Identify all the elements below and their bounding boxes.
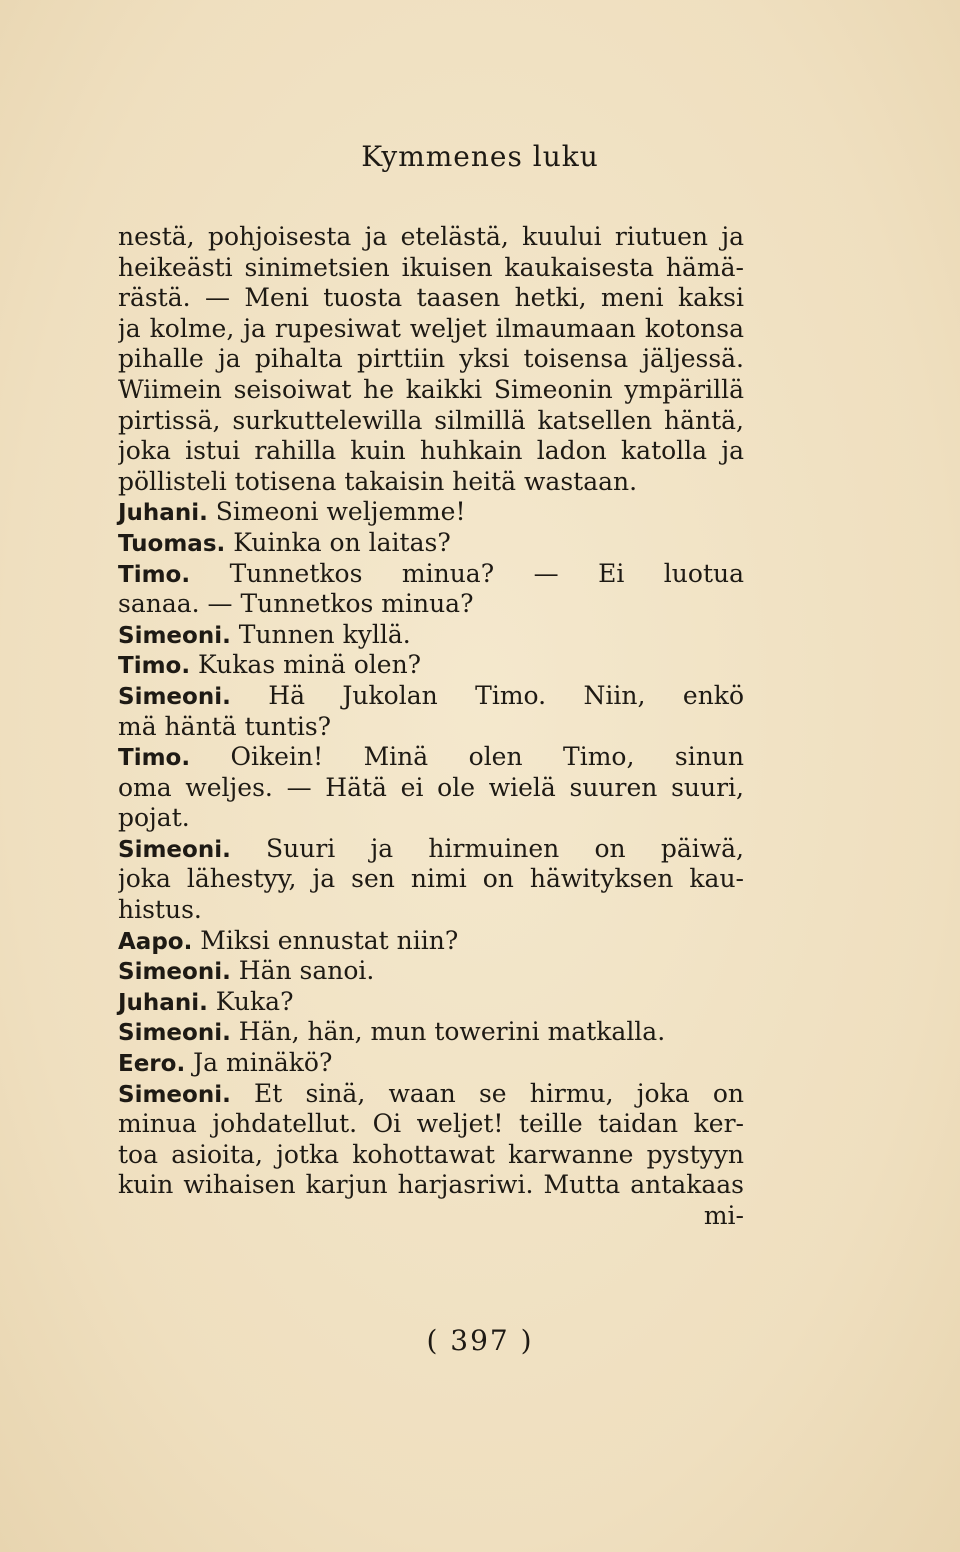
text-line — [118, 1017, 744, 1048]
text-line — [118, 344, 744, 375]
speaker-name: Juhani. — [118, 500, 208, 527]
text-line — [118, 467, 744, 498]
line-text: Simeoni weljemme! — [215, 497, 466, 527]
speaker-name: Timo. — [118, 745, 191, 772]
text-line — [118, 681, 744, 712]
text-block — [118, 222, 744, 1232]
line-text: Oikein! Minä olen Timo, sinun — [230, 742, 744, 772]
line-text: Suuri ja hirmuinen on päiwä, — [266, 833, 744, 863]
line-text: minua johdatellut. Oi weljet! teille taidan ker- — [118, 1109, 744, 1139]
line-text: Kuinka on laitas? — [233, 527, 451, 557]
speaker-name: Timo. — [118, 561, 191, 588]
text-line — [118, 1109, 744, 1140]
line-text: joka istui rahilla kuin huhkain ladon katolla ja — [118, 436, 744, 466]
text-line — [118, 803, 744, 834]
text-line — [118, 987, 744, 1018]
text-line — [118, 1048, 744, 1079]
text-line — [118, 222, 744, 253]
text-line — [118, 620, 744, 651]
line-text: joka lähestyy, ja sen nimi on häwityksen kau- — [118, 864, 744, 894]
speaker-name: Timo. — [118, 653, 191, 680]
speaker-name: Simeoni. — [118, 622, 231, 649]
speaker-name: Simeoni. — [118, 1081, 231, 1108]
line-text: Et sinä, waan se hirmu, joka on — [254, 1078, 744, 1108]
line-text: ja kolme, ja rupesiwat weljet ilmaumaan kotonsa — [118, 313, 744, 343]
text-line — [118, 253, 744, 284]
line-text: Tunnen kyllä. — [238, 619, 411, 649]
speaker-name: Simeoni. — [118, 683, 231, 710]
line-text: toa asioita, jotka kohottawat karwanne pystyyn — [118, 1139, 744, 1169]
text-line — [118, 742, 744, 773]
line-text: nestä, pohjoisesta ja etelästä, kuului riutuen ja — [118, 222, 744, 251]
text-line — [118, 834, 744, 865]
line-text: heikeästi sinimetsien ikuisen kaukaisesta hämä- — [118, 252, 744, 282]
line-text: pöllisteli totisena takaisin heitä wastaan. — [118, 466, 638, 496]
text-line — [118, 559, 744, 590]
line-text: sanaa. — Tunnetkos minua? — [118, 589, 474, 619]
line-text: Wiimein seisoiwat he kaikki Simeonin ympärillä — [118, 374, 744, 404]
text-line — [118, 497, 744, 528]
speaker-name: Tuomas. — [118, 530, 226, 557]
line-text: Hän sanoi. — [238, 956, 375, 986]
speaker-name: Aapo. — [118, 928, 193, 955]
line-text: kuin wihaisen karjun harjasriwi. Mutta antakaas — [118, 1170, 744, 1200]
line-text: Kukas minä olen? — [198, 650, 422, 680]
line-text: Tunnetkos minua? — Ei luotua — [229, 558, 744, 588]
line-text: mä häntä tuntis? — [118, 711, 332, 741]
text-line — [118, 926, 744, 957]
speaker-name: Juhani. — [118, 989, 208, 1016]
line-text: mi- — [703, 1201, 744, 1230]
text-line — [118, 283, 744, 314]
line-text: histus. — [118, 895, 202, 925]
line-text: rästä. — Meni tuosta taasen hetki, meni kaksi — [118, 283, 744, 313]
running-head: Kymmenes luku — [361, 140, 599, 173]
text-line — [118, 773, 744, 804]
line-text: Kuka? — [215, 986, 294, 1016]
line-text: Hän, hän, mun towerini matkalla. — [238, 1017, 666, 1047]
line-text: pihalle ja pihalta pirttiin yksi toisensa jäljessä. — [118, 344, 744, 374]
line-text: oma weljes. — Hätä ei ole wielä suuren suuri, — [118, 772, 744, 802]
text-line — [118, 436, 744, 467]
text-line — [118, 314, 744, 345]
text-line — [118, 864, 744, 895]
line-text: pirtissä, surkuttelewilla silmillä katsellen häntä, — [118, 405, 744, 435]
text-line — [118, 1201, 744, 1232]
text-line — [118, 1170, 744, 1201]
text-line — [118, 895, 744, 926]
line-text: Miksi ennustat niin? — [200, 925, 459, 955]
text-line — [118, 956, 744, 987]
speaker-name: Simeoni. — [118, 1020, 231, 1047]
line-text: Ja minäkö? — [193, 1048, 333, 1078]
speaker-name: Simeoni. — [118, 836, 231, 863]
speaker-name: Simeoni. — [118, 959, 231, 986]
text-line — [118, 650, 744, 681]
line-text: Hä Jukolan Timo. Niin, enkö — [268, 680, 744, 710]
text-line — [118, 589, 744, 620]
text-line — [118, 528, 744, 559]
text-line — [118, 406, 744, 437]
text-line — [118, 1079, 744, 1110]
page-number: ( 397 ) — [426, 1324, 534, 1357]
text-line — [118, 712, 744, 743]
line-text: pojat. — [118, 803, 190, 833]
speaker-name: Eero. — [118, 1051, 186, 1078]
text-line — [118, 375, 744, 406]
text-line — [118, 1140, 744, 1171]
